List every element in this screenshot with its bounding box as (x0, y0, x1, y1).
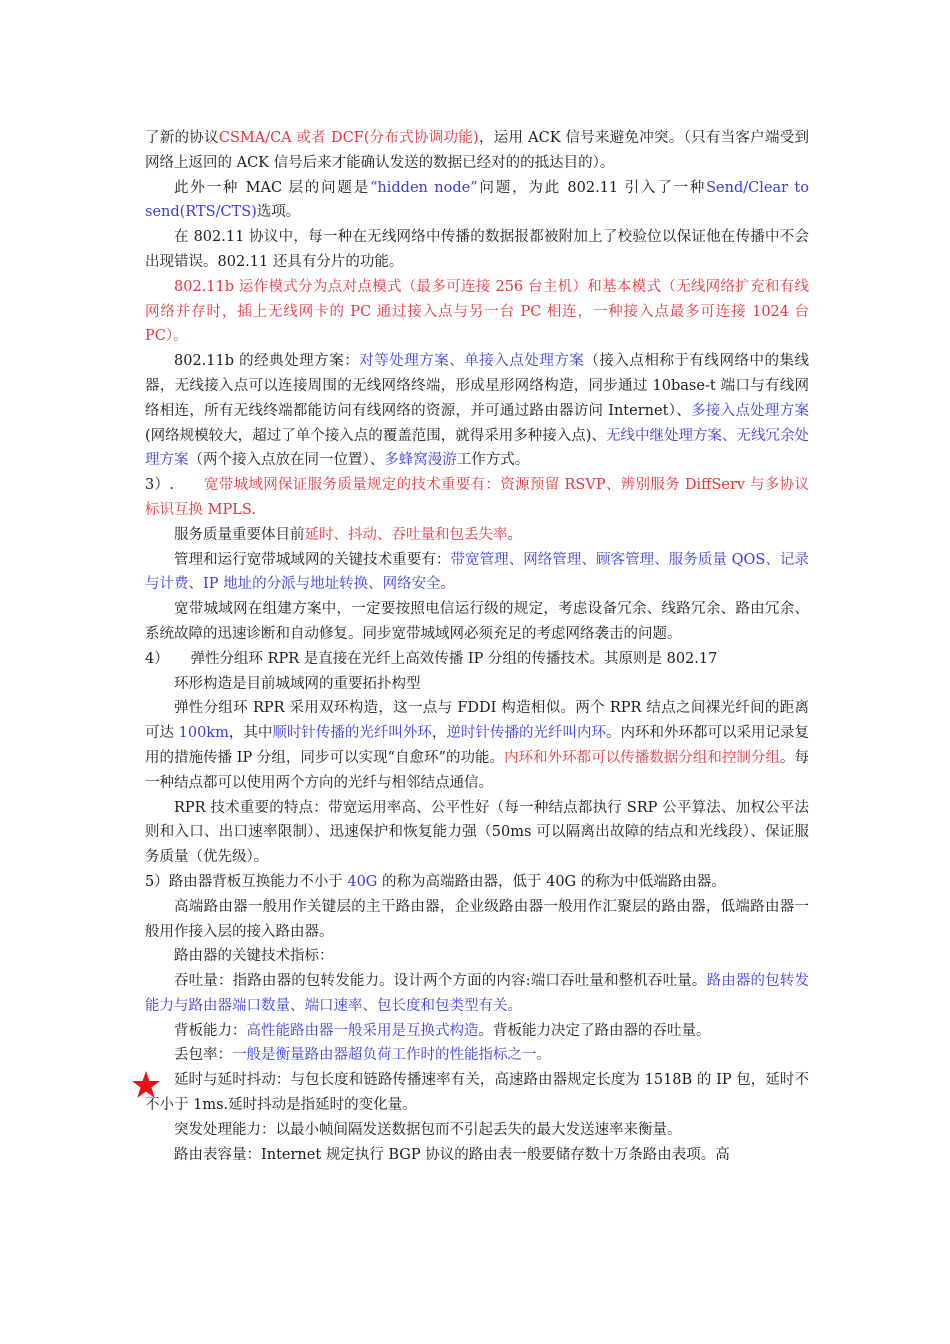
text-run: 此外一种 MAC 层的问题是 (174, 179, 371, 196)
text-run: 服务质量重要体目前 (174, 526, 305, 543)
paragraph-router-layers (145, 895, 809, 945)
text-run: RPR 技术重要的特点：带宽运用率高、公平性好（每一种结点都执行 SRP 公平算法、加权公平法则和入口、出口速率限制）、迅速保护和恢复能力强（50ms 可以隔离出故障的结点和光线段）、保证服务质量（优先级）。 (145, 799, 809, 866)
paragraph-backplane (145, 1019, 809, 1044)
text-run: 了新的协议 (145, 130, 219, 146)
highlight-solutions: 对等处理方案、单接入点处理方案 (359, 353, 585, 370)
text-run: 的称为高端路由器，低于 40G 的称为中低端路由器。 (377, 873, 726, 890)
paragraph-rpr-dual-ring (145, 696, 809, 795)
highlight-80211b-modes: 802.11b 运作模式分为点对点模式（最多可连接 256 台主机）和基本模式（无线网络扩充和有线网络并存时，插上无线网卡的 PC 通过接入点与另一台 PC 相连，一种接入点最多可连接 1024 台 PC）。 (145, 278, 809, 345)
text-run: 路由表容量：Internet 规定执行 BGP 协议的路由表一般要储存数十万条路由表项。高 (174, 1146, 730, 1163)
highlight-ring-packets: 内环和外环都可以传播数据分组和控制分组 (504, 749, 780, 766)
text-run: （两个接入点放在同一位置）、 (188, 452, 385, 469)
text-run: ，运用 ACK 信号来避免冲突。（只有当客户端受到网络上返回的 ACK 信号后来才能确认发送的数据已经对的的抵达目的）。 (145, 130, 809, 171)
text-run: (网络规模较大，超过了单个接入点的覆盖范围，就得采用多种接入点)、 (145, 427, 606, 444)
paragraph-checksum (145, 225, 809, 275)
text-run: ，其中 (228, 725, 273, 742)
text-run: 管理和运行宽带城域网的关键技术重要有： (174, 551, 451, 568)
text-run: 环形构造是目前城域网的重要拓扑构型 (174, 675, 421, 692)
highlight-qos-metrics: 延时、抖动、吞吐量和包丢失率 (304, 526, 508, 543)
text-run: 。背板能力决定了路由器的吞吐量。 (478, 1022, 711, 1039)
text-run: 突发处理能力：以最小帧间隔发送数据包而不引起丢失的最大发送速率来衡量。 (174, 1121, 682, 1138)
text-run: 高端路由器一般用作关键层的主干路由器，企业级路由器一般用作汇聚层的路由器，低端路由器一般用作接入层的接入路由器。 (145, 898, 809, 940)
text-run: 4） 弹性分组环 RPR 是直接在光纤上高效传播 IP 分组的传播技术。其原则是 802.17 (145, 650, 718, 667)
paragraph-rpr-features (145, 796, 809, 870)
highlight-csma-dcf: CSMA/CA 或者 DCF(分布式协调功能) (218, 130, 479, 146)
text-run: ， (431, 725, 447, 742)
highlight-rts-cts: Send/Clear to send(RTS/CTS) (145, 179, 809, 221)
text-run: 背板能力： (174, 1022, 247, 1039)
paragraph-80211b-solutions (145, 349, 809, 473)
section-number: 3）. (145, 477, 204, 494)
text-run: 在 802.11 协议中，每一种在无线网络中传播的数据报都被附加上了校验位以保证他在传播中不会出现错误。802.11 还具有分片的功能。 (145, 229, 809, 270)
highlight-switch-structure: 高性能路由器一般采用是互换式构造 (246, 1022, 479, 1039)
text-run: 。每一种结点都可以使用两个方向的光纤与相邻结点通信。 (145, 749, 810, 791)
highlight-roaming: 多蜂窝漫游 (384, 452, 457, 469)
text-run: 。 (507, 526, 522, 543)
text-run: 5）路由器背板互换能力不小于 (145, 873, 343, 890)
paragraph-throughput (145, 969, 809, 1019)
text-run: 。内环和外环都可以采用记录复用的措施传播 IP 分组，同步可以实现“自愈环”的功能。 (145, 725, 810, 766)
text-run: 丢包率： (174, 1047, 232, 1064)
highlight-hidden-node: “hidden node” (370, 179, 478, 196)
paragraph-qos-tech (145, 473, 809, 523)
text-run: 宽带城域网在组建方案中，一定要按照电信运行级的规定，考虑设备冗余、线路冗余、路由冗余、系统故障的迅速诊断和自动修复。同步宽带城域网必须充足的考虑网络袭击的问题。 (145, 601, 809, 642)
paragraph-packet-loss (145, 1043, 809, 1068)
highlight-outer-ring: 顺时针传播的光纤叫外环 (272, 725, 432, 742)
star-icon (131, 1070, 161, 1100)
paragraph-router-metrics-heading (145, 944, 809, 969)
paragraph-ring-topology (145, 672, 809, 697)
text-run: 工作方式。 (456, 452, 530, 469)
text-run: 。 (440, 576, 456, 593)
text-run: 弹性分组环 RPR 采用双环构造，这一点与 FDDI 构造相似。两个 RPR 结点之间裸光纤间的距离可达 (145, 700, 809, 742)
text-run: 延时与延时抖动：与包长度和链路传播速率有关，高速路由器规定长度为 1518B 的 IP 包，延时不不小于 1ms.延时抖动是指延时的变化量。 (145, 1072, 809, 1114)
paragraph-hidden-node (145, 176, 809, 226)
paragraph-80211b-modes (145, 275, 809, 349)
text-run: 802.11b 的经典处理方案： (174, 353, 360, 370)
highlight-qos-tech: 宽带城域网保证服务质量规定的技术重要有：资源预留 RSVP、辨别服务 DiffServ 与多协议标识互换 MPLS. (145, 477, 809, 518)
paragraph-rpr-intro (145, 647, 809, 672)
paragraph-latency (145, 1068, 809, 1118)
highlight-40g: 40G (342, 873, 378, 890)
paragraph-route-table (145, 1143, 809, 1168)
highlight-multi-ap: 多接入点处理方案 (691, 402, 809, 419)
text-run: 路由器的关键技术指标： (174, 948, 334, 965)
paragraph-csma (145, 126, 809, 176)
highlight-100km: 100km (174, 725, 229, 742)
paragraph-burst (145, 1118, 809, 1143)
text-run: （接入点相称于有线网络中的集线器，无线接入点可以连接周围的无线网络终端，形成星形网络构造，同步通过 10base-t 端口与有线网络相连，所有无线终端都能访问有线网络的资源，并可通过路由器访问 Internet）、 (145, 353, 809, 419)
text-run: 吞吐量：指路由器的包转发能力。设计两个方面的内容:端口吞吐量和整机吞吐量。 (174, 973, 707, 990)
text-run: 选项。 (256, 204, 301, 221)
paragraph-router-class (145, 870, 809, 895)
highlight-forwarding: 路由器的包转发能力与路由器端口数量、端口速率、包长度和包类型有关。 (145, 973, 809, 1014)
text-run: 问题，为此 802.11 引入了一种 (477, 179, 707, 196)
highlight-management-tech: 带宽管理、网络管理、顾客管理、服务质量 QOS、记录与计费、IP 地址的分派与地址转换、网络安全 (145, 551, 809, 593)
highlight-overload: 一般是衡量路由器超负荷工作时的性能指标之一。 (232, 1047, 551, 1064)
paragraph-qos-metrics (145, 523, 809, 548)
document-body (145, 126, 809, 1167)
paragraph-management (145, 548, 809, 598)
highlight-relay-redundant: 无线中继处理方案、无线冗余处理方案 (145, 427, 810, 469)
paragraph-redundancy (145, 597, 809, 647)
highlight-inner-ring: 逆时针传播的光纤叫内环 (446, 725, 606, 742)
